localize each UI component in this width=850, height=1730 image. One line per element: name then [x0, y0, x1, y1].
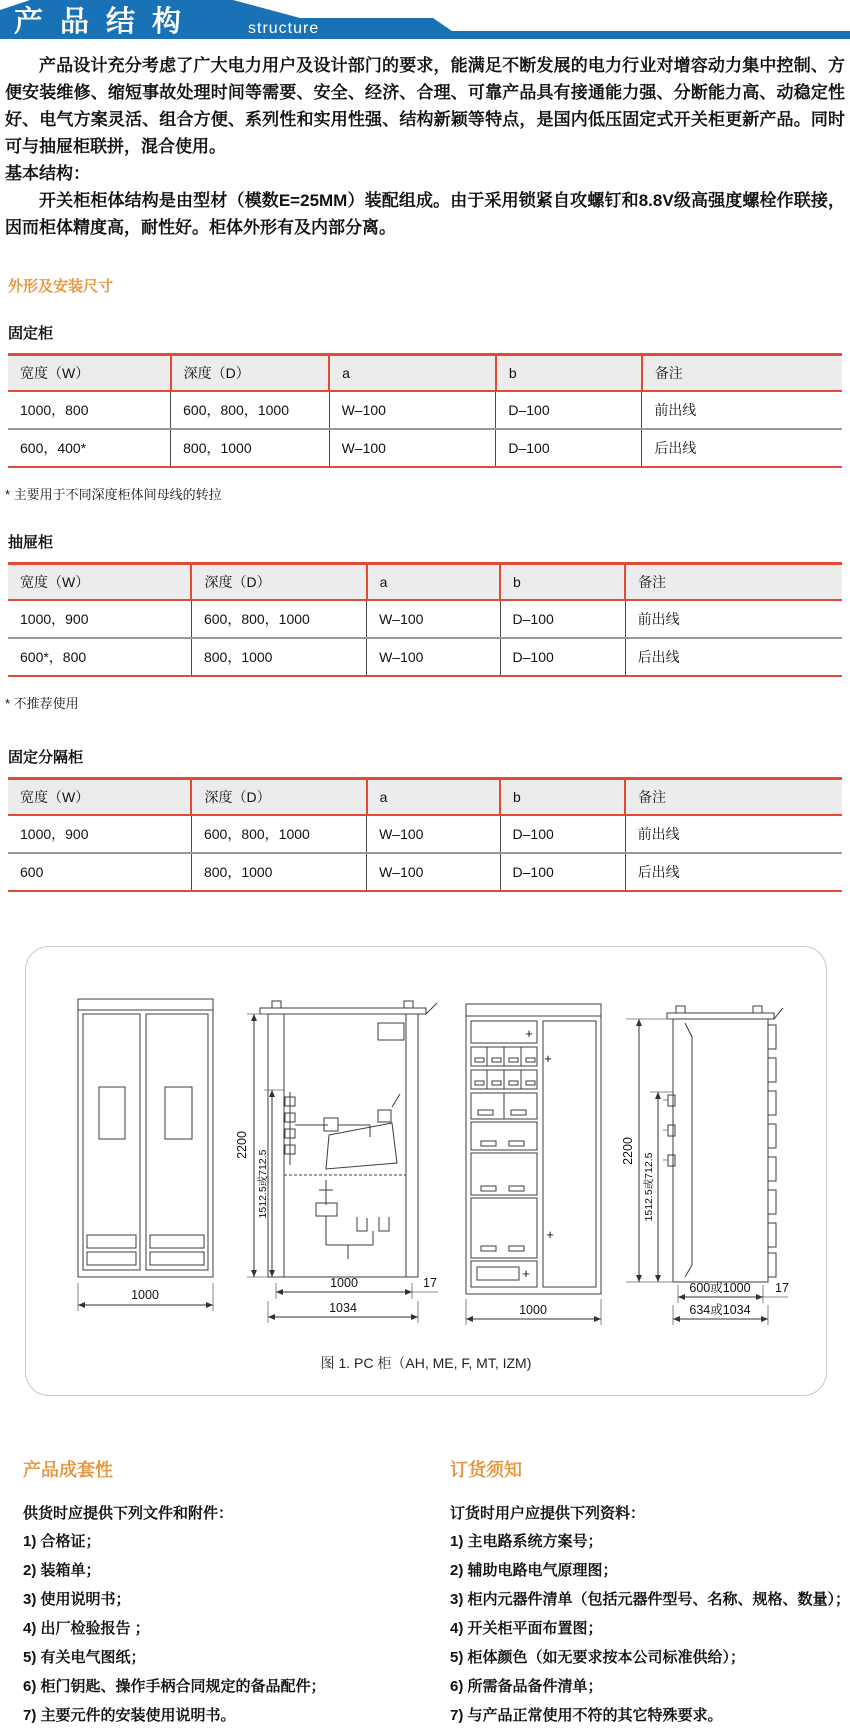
table-cell: 600 — [20, 864, 44, 880]
completeness-heading: 产品成套性 — [23, 1460, 113, 1480]
completeness-intro: 供货时应提供下列文件和附件： — [23, 1505, 234, 1522]
dimension-table-fixed — [8, 353, 842, 468]
table-cell: W–100 — [367, 600, 500, 638]
section-ordering — [450, 1456, 850, 1730]
table-cell: D–100 — [496, 391, 642, 429]
table-cell: W–100 — [367, 638, 500, 676]
dim-fixed-side-outer-width-label: 1034 — [329, 1301, 357, 1315]
table-cell: D–100 — [500, 600, 625, 638]
list-item: 6) 柜门钥匙、操作手柄合同规定的备品配件； — [23, 1678, 326, 1695]
table-header-cell: a — [329, 355, 496, 392]
table-row — [8, 853, 842, 891]
table-header-cell: a — [367, 564, 500, 601]
table-cell: W–100 — [329, 391, 496, 429]
intro-section — [0, 40, 850, 241]
intro-paragraph: 产品设计充分考虑了广大电力用户及设计部门的要求，能满足不断发展的电力行业对增容动力集中控制、方便安装维修、缩短事故处理时间等需要、安全、经济、合理、可靠产品具有接通能力强、分断能力高、动稳定性好、电气方案灵活、组合方便、系列性和实用性强、结构新颖等特点，是国内低压固定式开关柜更新产品。同时可与抽屉柜联拼，混合使用。 — [5, 56, 845, 156]
figure-caption: 图 1. PC 柜（AH, ME, F, MT, IZM) — [320, 1355, 532, 1371]
section-completeness — [23, 1456, 450, 1730]
page-banner — [0, 0, 850, 40]
table-row — [8, 815, 842, 853]
svg-text:+: + — [522, 1266, 530, 1281]
table-header-cell: b — [496, 355, 642, 392]
dim-fixed-side-inner-height-label: 1512.5或712.5 — [257, 1149, 269, 1219]
ordering-intro: 订货时用户应提供下列资料： — [450, 1505, 646, 1522]
table-header-cell: 深度（D） — [191, 564, 366, 601]
svg-text:+: + — [546, 1227, 554, 1242]
page-title: 产品结构 — [14, 6, 199, 38]
table-header-cell: b — [500, 779, 625, 816]
table-cell: 800，1000 — [191, 638, 366, 676]
table-header-row — [8, 355, 842, 392]
table-block-partition-cabinet — [0, 746, 850, 892]
table-cell: 600，800，1000 — [191, 600, 366, 638]
table-cell: D–100 — [500, 815, 625, 853]
dim-drawer-side-inner-height-label: 1512.5或712.5 — [643, 1152, 655, 1222]
dim-drawer-front-width-label: 1000 — [519, 1303, 547, 1317]
list-item: 1) 主电路系统方案号； — [450, 1533, 603, 1550]
table-footnote: * 主要用于不同深度柜体间母线的转拉 — [5, 487, 222, 502]
drawing-fixed-front — [78, 999, 213, 1311]
table-header-cell: a — [367, 779, 500, 816]
list-item: 7) 主要元件的安装使用说明书。 — [23, 1707, 236, 1724]
table-cell: 600*，800 — [20, 649, 87, 665]
svg-text:+: + — [544, 1051, 552, 1066]
table-cell: W–100 — [329, 429, 496, 467]
table-cell: 800，1000 — [191, 853, 366, 891]
dim-drawer-side-outer-depth-label: 634或1034 — [689, 1303, 751, 1317]
list-item: 1) 合格证； — [23, 1533, 101, 1550]
table-block-drawer-cabinet — [0, 531, 850, 712]
list-item: 5) 柜体颜色（如无要求按本公司标准供给）； — [450, 1649, 746, 1666]
table-header-row — [8, 779, 842, 816]
bottom-sections — [0, 1396, 850, 1730]
table-header-cell: 备注 — [642, 355, 842, 392]
dimension-table-drawer — [8, 562, 842, 677]
list-item: 5) 有关电气图纸； — [23, 1649, 146, 1666]
dim-drawer-side-depth-label: 600或1000 — [689, 1281, 751, 1295]
page-subtitle: structure — [248, 20, 320, 37]
table-header-cell: 深度（D） — [191, 779, 366, 816]
table-header-cell: 备注 — [625, 779, 842, 816]
table-cell: W–100 — [367, 815, 500, 853]
list-item: 6) 所需备品备件清单； — [450, 1678, 603, 1695]
dim-fixed-side-frame-offset-label: 17 — [423, 1276, 437, 1290]
list-item: 7) 与产品正常使用不符的其它特殊要求。 — [450, 1707, 723, 1724]
table-cell: D–100 — [500, 638, 625, 676]
dim-drawer-side-frame-offset-label: 17 — [775, 1281, 789, 1295]
table-cell: 后出线 — [642, 429, 842, 467]
list-item: 2) 装箱单； — [23, 1562, 101, 1579]
table-cell: 后出线 — [625, 853, 842, 891]
table-block-fixed-cabinet — [0, 322, 850, 503]
table-row — [8, 638, 842, 676]
table-header-cell: 宽度（W） — [20, 574, 90, 590]
list-item: 4) 开关柜平面布置图； — [450, 1620, 603, 1637]
list-item: 3) 使用说明书； — [23, 1591, 131, 1608]
table-cell: W–100 — [367, 853, 500, 891]
drawing-drawer-side — [621, 1006, 789, 1325]
list-item: 2) 辅助电路电气原理图； — [450, 1562, 618, 1579]
table-cell: 1000，800 — [20, 402, 89, 418]
table-header-cell: b — [500, 564, 625, 601]
section-heading-dimensions: 外形及安装尺寸 — [8, 278, 114, 295]
figure-container — [25, 946, 827, 1396]
ordering-heading: 订货须知 — [450, 1460, 522, 1480]
table-row — [8, 391, 842, 429]
table-footnote: * 不推荐使用 — [5, 696, 79, 711]
table-header-cell: 宽度（W） — [20, 789, 90, 805]
table-cell: 1000，900 — [20, 611, 89, 627]
list-item: 3) 柜内元器件清单（包括元器件型号、名称、规格、数量）； — [450, 1591, 850, 1608]
dim-fixed-front-width-label: 1000 — [131, 1288, 159, 1302]
dim-fixed-side-height-label: 2200 — [235, 1131, 249, 1159]
dimension-table-partition — [8, 777, 842, 892]
basic-structure-label: 基本结构： — [5, 164, 90, 183]
svg-text:+: + — [525, 1026, 533, 1041]
table-cell: 600，800，1000 — [191, 815, 366, 853]
table-row — [8, 429, 842, 467]
table-cell: D–100 — [500, 853, 625, 891]
table-header-cell: 深度（D） — [171, 355, 329, 392]
table-row — [8, 600, 842, 638]
table-header-cell: 宽度（W） — [20, 365, 90, 381]
table-title-partition-cabinet: 固定分隔柜 — [8, 749, 84, 766]
table-cell: 后出线 — [625, 638, 842, 676]
table-header-row — [8, 564, 842, 601]
cabinet-drawings — [26, 947, 826, 1397]
table-cell: 800，1000 — [171, 429, 329, 467]
table-cell: 600，400* — [20, 440, 87, 456]
list-item: 4) 出厂检验报告 ； — [23, 1620, 150, 1637]
table-cell: 前出线 — [625, 815, 842, 853]
table-cell: D–100 — [496, 429, 642, 467]
table-cell: 前出线 — [625, 600, 842, 638]
table-cell: 前出线 — [642, 391, 842, 429]
table-cell: 1000，900 — [20, 826, 89, 842]
table-title-drawer-cabinet: 抽屉柜 — [8, 534, 54, 551]
structure-paragraph: 开关柜柜体结构是由型材（模数E=25MM）装配组成。由于采用锁紧自攻螺钉和8.8V级高强度螺栓作联接，因而柜体精度高，耐性好。柜体外形有及内部分离。 — [5, 191, 845, 237]
table-header-cell: 备注 — [625, 564, 842, 601]
drawing-fixed-side — [235, 1001, 438, 1323]
table-title-fixed-cabinet: 固定柜 — [8, 325, 54, 342]
dim-drawer-side-height-label: 2200 — [621, 1137, 635, 1165]
dim-fixed-side-inner-width-label: 1000 — [330, 1276, 358, 1290]
drawing-drawer-front — [466, 1004, 601, 1325]
table-cell: 600，800，1000 — [171, 391, 329, 429]
